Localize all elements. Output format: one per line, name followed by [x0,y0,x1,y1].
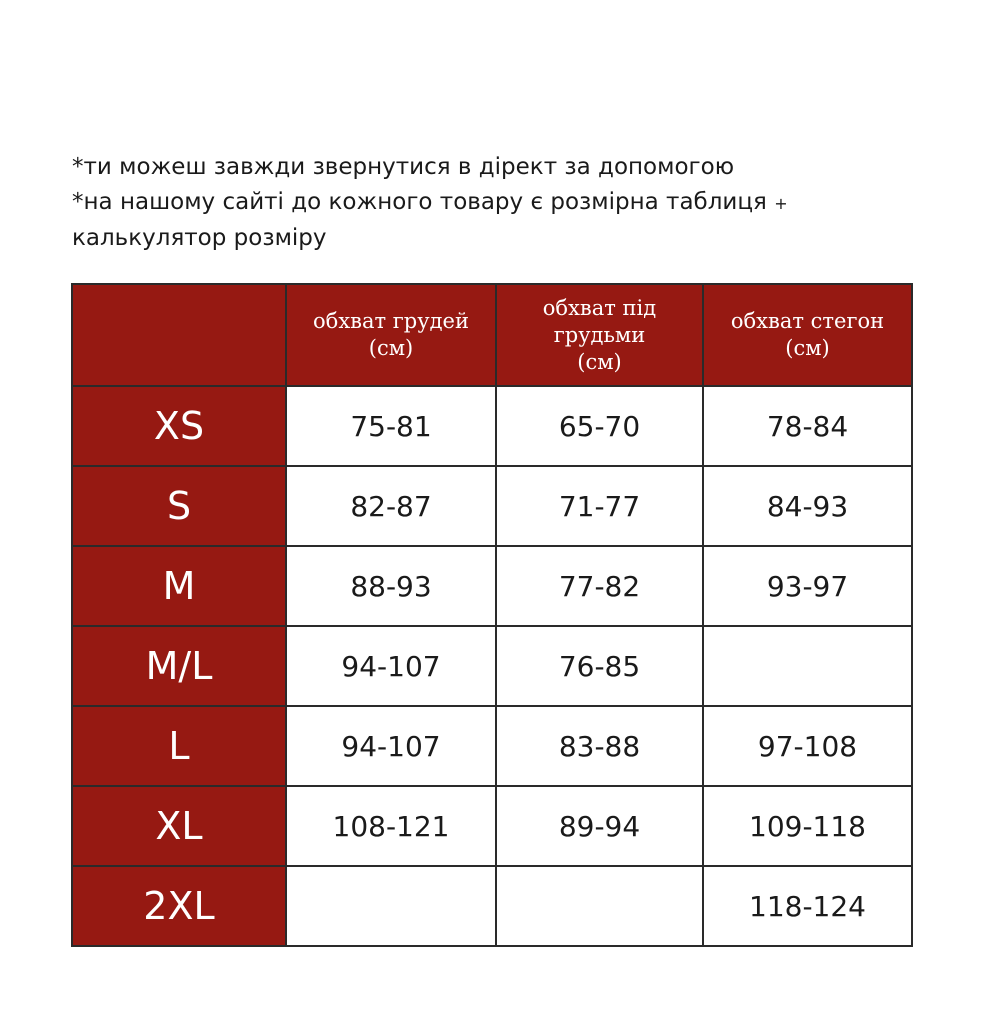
note-size-calculator: калькулятор розміру [72,225,327,251]
hips-value-cell: 84-93 [703,466,912,546]
note-direct-help: *ти можеш завжди звернутися в дірект за допомогою [72,154,735,180]
header-corner-cell [72,284,286,386]
chest-value-cell [286,866,496,946]
notes-block [72,150,852,256]
chest-value-cell: 94-107 [286,626,496,706]
underbust-value-cell: 76-85 [496,626,703,706]
chest-value-cell: 75-81 [286,386,496,466]
header-underbust-unit: (см) [577,349,622,374]
header-chest [286,284,496,386]
note-plus-sign: + [774,194,788,213]
header-underbust-label-2: грудьми [553,322,646,347]
hips-value-cell: 109-118 [703,786,912,866]
table-row [72,546,912,626]
note-size-table [72,185,852,221]
table-row [72,706,912,786]
size-label-cell: XL [72,786,286,866]
chest-value-cell: 108-121 [286,786,496,866]
hips-value-cell: 93-97 [703,546,912,626]
header-chest-label: обхват грудей [313,309,469,333]
header-underbust [496,284,703,386]
hips-value-cell: 118-124 [703,866,912,946]
header-underbust-label-1: обхват під [542,295,657,320]
chest-value-cell: 82-87 [286,466,496,546]
size-chart-table [71,283,913,947]
table-header-row [72,284,912,386]
underbust-value-cell [496,866,703,946]
chest-value-cell: 88-93 [286,546,496,626]
header-chest-unit: (см) [368,336,414,360]
size-label-cell: M [72,546,286,626]
underbust-value-cell: 83-88 [496,706,703,786]
header-hips [703,284,912,386]
size-label-cell: XS [72,386,286,466]
underbust-value-cell: 89-94 [496,786,703,866]
size-label-cell: M/L [72,626,286,706]
size-label-cell: 2XL [72,866,286,946]
table-row [72,786,912,866]
table-row [72,466,912,546]
table-row [72,626,912,706]
hips-value-cell [703,626,912,706]
header-hips-unit: (см) [785,336,830,360]
size-label-cell: S [72,466,286,546]
underbust-value-cell: 77-82 [496,546,703,626]
chest-value-cell: 94-107 [286,706,496,786]
size-label-cell: L [72,706,286,786]
table-row [72,386,912,466]
table-row [72,866,912,946]
header-hips-label: обхват стегон [730,309,885,333]
hips-value-cell: 97-108 [703,706,912,786]
hips-value-cell: 78-84 [703,386,912,466]
note-size-table-text: *на нашому сайті до кожного товару є розмірна таблиця [72,189,767,215]
underbust-value-cell: 71-77 [496,466,703,546]
underbust-value-cell: 65-70 [496,386,703,466]
